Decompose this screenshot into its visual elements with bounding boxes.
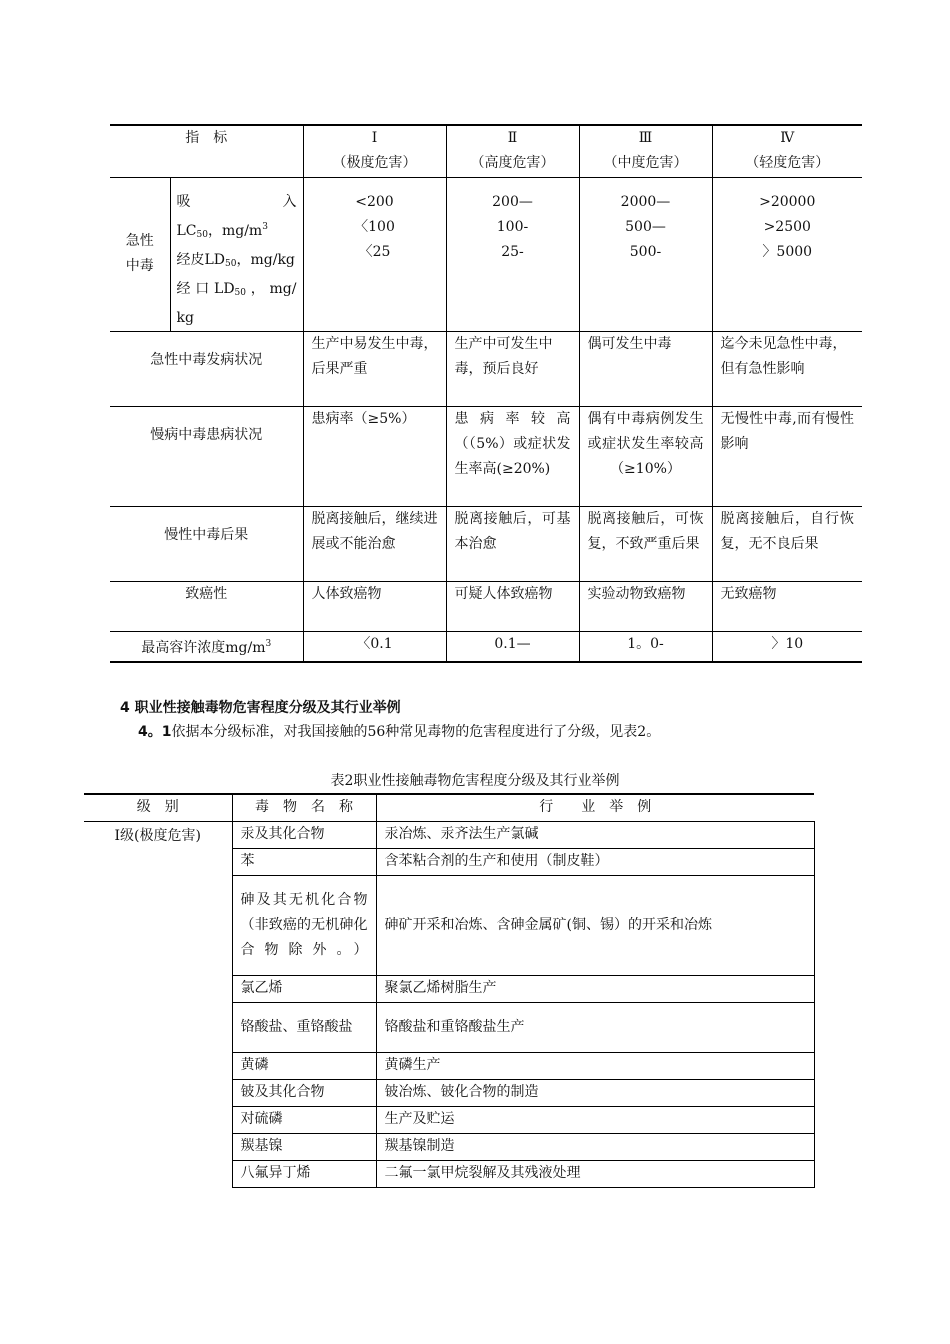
acute-onset-2: 生产中可发生中毒，预后良好 [446,331,579,406]
industry-example-cell: 砷矿开采和冶炼、含砷金属矿(铜、锡）的开采和冶炼 [376,875,814,975]
chronic-incidence-4: 无慢性中毒,而有慢性影响 [712,406,862,506]
acute-group-label: 急性 中毒 [110,177,170,331]
toxin-name-cell: 苯 [232,848,376,875]
mac-1: 〈0.1 [303,631,446,662]
industry-column-header: 行 业 举 例 [376,794,814,821]
chronic-outcome-2: 脱离接触后，可基本治愈 [446,506,579,581]
carcinogen-1: 人体致癌物 [303,581,446,631]
chronic-incidence-1: 患病率（≥5%） [303,406,446,506]
mac-3: 1。0- [579,631,712,662]
chronic-outcome-label: 慢性中毒后果 [110,506,303,581]
acute-value-2: 200— 100- 25- [446,177,579,331]
acute-onset-label: 急性中毒发病状况 [110,331,303,406]
industry-example-cell: 黄磷生产 [376,1052,814,1079]
level-3-header: Ⅲ （中度危害） [579,125,712,177]
industry-example-cell: 汞冶炼、汞齐法生产氯碱 [376,821,814,848]
toxin-column-header: 毒 物 名 称 [232,794,376,821]
industry-example-cell: 聚氯乙烯树脂生产 [376,975,814,1002]
carcinogen-label: 致癌性 [110,581,303,631]
level-1-header: Ⅰ （极度危害） [303,125,446,177]
acute-onset-4: 迄今未见急性中毒，但有急性影响 [712,331,862,406]
toxin-name-cell: 汞及其化合物 [232,821,376,848]
toxin-name-cell: 铍及其化合物 [232,1079,376,1106]
section-4-heading: 4 职业性接触毒物危害程度分级及其行业举例 [120,700,401,716]
industry-example-cell: 二氟一氯甲烷裂解及其残液处理 [376,1160,814,1187]
chronic-outcome-3: 脱离接触后，可恢复，不致严重后果 [579,506,712,581]
level-column-header: 级 别 [84,794,232,821]
industry-example-cell: 铍冶炼、铍化合物的制造 [376,1079,814,1106]
acute-onset-1: 生产中易发生中毒，后果严重 [303,331,446,406]
indicator-header: 指 标 [110,125,303,177]
mac-4: 〉10 [712,631,862,662]
chronic-incidence-2: 患病率较高（（5%）或症状发生率高(≥20%) [446,406,579,506]
industry-example-cell: 生产及贮运 [376,1106,814,1133]
toxin-name-cell: 八氟异丁烯 [232,1160,376,1187]
level-label: Ⅰ级(极度危害) [114,827,201,844]
acute-value-3: 2000— 500— 500- [579,177,712,331]
table-row [84,821,814,848]
toxin-name-cell: 氯乙烯 [232,975,376,1002]
toxin-name-cell: 铬酸盐、重铬酸盐 [232,1002,376,1052]
hazard-criteria-table [110,124,862,663]
chronic-incidence-3: 偶有中毒病例发生或症状发生率较高（≥10%） [579,406,712,506]
industry-example-cell: 羰基镍制造 [376,1133,814,1160]
acute-value-4: >20000 >2500 〉5000 [712,177,862,331]
level-2-header: Ⅱ （高度危害） [446,125,579,177]
level-4-header: Ⅳ （轻度危害） [712,125,862,177]
section-4-1-paragraph: 4。1依据本分级标准，对我国接触的56种常见毒物的危害程度进行了分级，见表2。 [138,724,661,740]
table-2-caption: 表2职业性接触毒物危害程度分级及其行业举例 [330,773,620,789]
acute-value-1: <200 〈100 〈25 [303,177,446,331]
chronic-outcome-1: 脱离接触后，继续进展或不能治愈 [303,506,446,581]
carcinogen-4: 无致癌物 [712,581,862,631]
mac-2: 0.1— [446,631,579,662]
toxin-name-cell: 对硫磷 [232,1106,376,1133]
industry-example-cell: 铬酸盐和重铬酸盐生产 [376,1002,814,1052]
toxin-name-cell: 砷及其无机化合物（非致癌的无机砷化合物除外。） [232,875,376,975]
acute-onset-3: 偶可发生中毒 [579,331,712,406]
chronic-incidence-label: 慢病中毒患病状况 [110,406,303,506]
toxin-examples-table [84,793,815,1188]
industry-example-cell: 含苯粘合剂的生产和使用（制皮鞋） [376,848,814,875]
carcinogen-2: 可疑人体致癌物 [446,581,579,631]
carcinogen-3: 实验动物致癌物 [579,581,712,631]
chronic-outcome-4: 脱离接触后，自行恢复，无不良后果 [712,506,862,581]
toxin-name-cell: 黄磷 [232,1052,376,1079]
mac-label: 最高容许浓度$mg/m^3$ [110,631,303,662]
toxin-name-cell: 羰基镍 [232,1133,376,1160]
acute-routes: 吸 入 $LC_{50}$，$mg/m^3$ 经皮$LD_{50}$，mg/kg 经口$LD_{50}$，mg/ kg [170,177,303,331]
